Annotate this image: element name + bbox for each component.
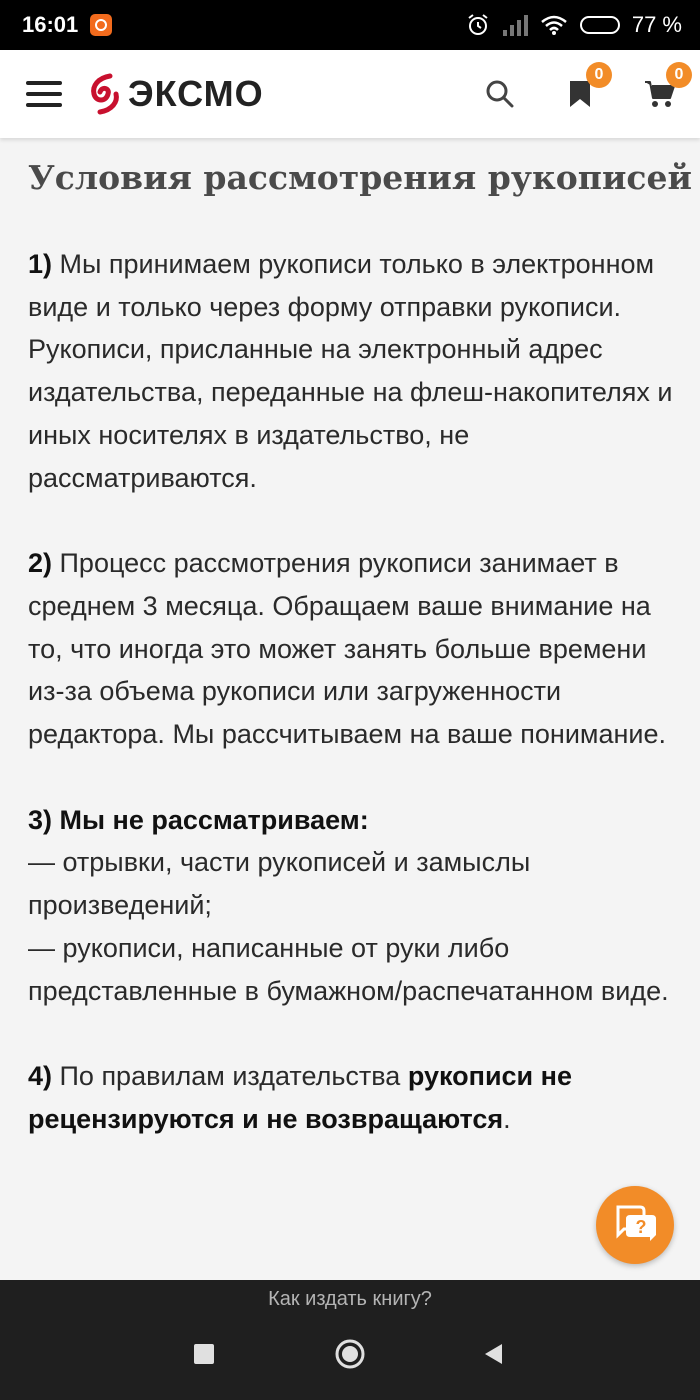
item-line: — отрывки, части рукописей и замыслы произведений; xyxy=(28,847,531,921)
back-button[interactable] xyxy=(482,1342,504,1366)
item-heading: 3) Мы не рассматриваем: xyxy=(28,804,369,835)
terms-item-4 xyxy=(28,1055,678,1140)
page-title: Условия рассмотрения рукописей xyxy=(28,158,692,197)
terms-item-1 xyxy=(28,243,678,499)
search-icon xyxy=(485,79,515,109)
cart-button[interactable] xyxy=(640,66,684,114)
wifi-icon xyxy=(540,14,568,36)
chat-question-icon xyxy=(610,1203,660,1247)
item-line: — рукописи, написанные от руки либо представленные в бумажном/распечатанном виде. xyxy=(28,932,669,1006)
search-button[interactable] xyxy=(480,74,520,114)
item-number: 2) xyxy=(28,548,53,579)
menu-button[interactable] xyxy=(26,81,62,107)
item-text: Процесс рассмотрения рукописи занимает в среднем 3 месяца. Обращаем ваше внимание на то, что иногда это может занять больше времени из-за объема рукописи или загруженности редактора. Мы рассчитываем на ваше понимание. xyxy=(28,548,667,750)
chat-help-button[interactable] xyxy=(596,1186,674,1264)
battery-percent: 77 % xyxy=(631,12,682,37)
notification-icon xyxy=(90,14,112,36)
bottom-bar xyxy=(0,1280,700,1400)
bookmarks-count-badge: 0 xyxy=(586,62,612,88)
svg-text:?: ? xyxy=(635,1217,647,1237)
item-number: 1) xyxy=(28,249,53,279)
app-header xyxy=(0,50,700,138)
item-bold-text: рукописи не рецензируются и не возвращаются xyxy=(28,1061,572,1134)
status-icons xyxy=(466,12,682,38)
status-bar xyxy=(0,0,700,50)
recents-button[interactable] xyxy=(194,1344,214,1364)
terms-item-2 xyxy=(28,542,678,756)
system-navigation xyxy=(0,1334,700,1374)
alarm-icon xyxy=(466,13,490,37)
signal-icon xyxy=(502,14,528,36)
battery-icon xyxy=(580,16,620,34)
item-text: По правилам издательства xyxy=(52,1061,408,1092)
item-number: 4) xyxy=(28,1061,53,1092)
logo-text: ЭКСМО xyxy=(128,73,264,114)
how-to-publish-link[interactable]: Как издать книгу? xyxy=(268,1288,432,1310)
eksmo-logo-icon xyxy=(88,72,122,116)
home-button[interactable] xyxy=(334,1338,366,1370)
status-time: 16:01 xyxy=(22,12,79,37)
terms-item-3 xyxy=(28,799,678,1013)
item-text: Мы принимаем рукописи только в электронном виде и только через форму отправки рукописи. Рукописи, присланные на электронный адрес издательства, переданные на флеш-накопителях и иных носителях в издательство, не рассматриваются. xyxy=(28,249,673,493)
manuscript-terms xyxy=(28,158,692,1184)
cart-count-badge: 0 xyxy=(666,62,692,88)
logo[interactable] xyxy=(88,72,264,116)
bookmarks-button[interactable] xyxy=(560,66,604,114)
item-text-end: . xyxy=(503,1103,511,1134)
